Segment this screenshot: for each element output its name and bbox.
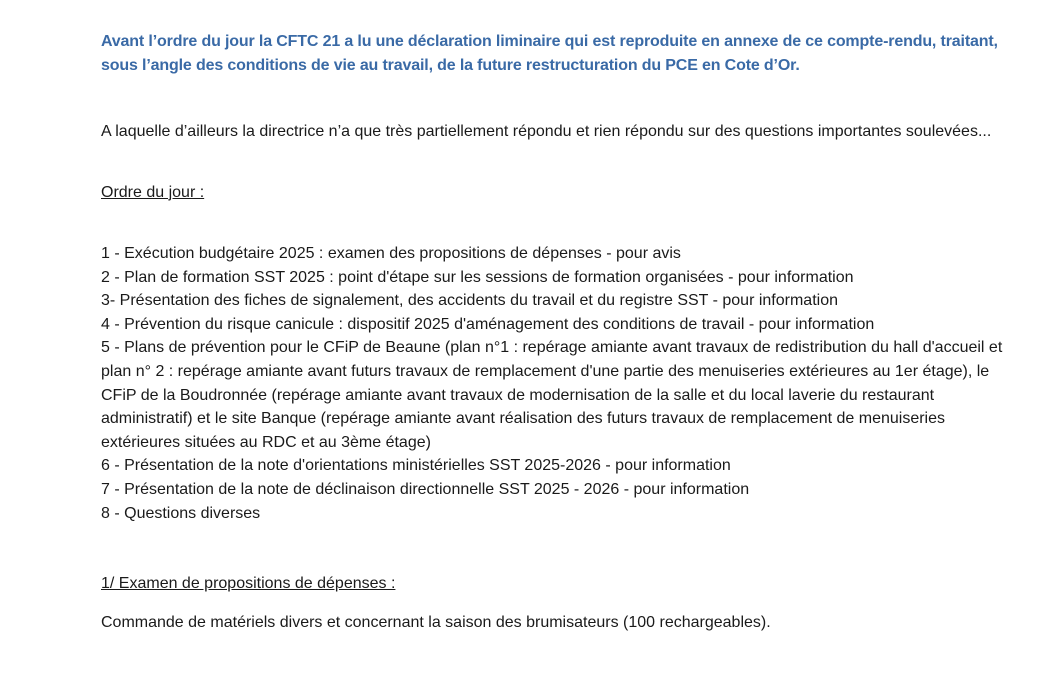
agenda-item-8: 8 - Questions diverses — [101, 504, 261, 522]
agenda-item-1: 1 - Exécution budgétaire 2025 : examen des propositions de dépenses - pour avis — [101, 245, 681, 262]
agenda-item-5: 5 - Plans de prévention pour le CFiP de Beaune (plan n°1 : repérage amiante avant travaux de redistribution du hall d'accueil et plan n° 2 : repérage amiante avant futurs travaux de remplacement d'une partie des menuiseries extérieures au 1er étage), le CFiP de la Boudronnée (repérage amiante avant travaux de modernisation de la salle et du local laverie du restaurant administratif) et le site Banque (repérage amiante avant réalisation des futurs travaux de remplacement de menuiseries extérieures situées au RDC et au 3ème étage) — [101, 339, 1003, 451]
agenda-heading: Ordre du jour : — [101, 183, 205, 201]
agenda-item-4: 4 - Prévention du risque canicule : dispositif 2025 d'aménagement des conditions de travail - pour information — [101, 315, 875, 333]
agenda-item-6: 6 - Présentation de la note d'orientations ministérielles SST 2025-2026 - pour information — [101, 457, 731, 475]
section1-heading: 1/ Examen de propositions de dépenses : — [101, 575, 396, 593]
agenda-list — [101, 242, 1021, 525]
agenda-item-2: 2 - Plan de formation SST 2025 : point d'étape sur les sessions de formation organisées - pour information — [101, 268, 854, 286]
document-page — [101, 30, 1021, 634]
intro-paragraph: Avant l’ordre du jour la CFTC 21 a lu une déclaration liminaire qui est reproduite en annexe de ce compte-rendu, traitant, sous l’angle des conditions de vie au travail, de la future restructuration du PCE en Cote d’Or. — [101, 33, 998, 74]
agenda-item-3: 3- Présentation des fiches de signalement, des accidents du travail et du registre SST - pour information — [101, 292, 838, 310]
agenda-item-7: 7 - Présentation de la note de déclinaison directionnelle SST 2025 - 2026 - pour information — [101, 480, 750, 498]
answer-note-paragraph: A laquelle d’ailleurs la directrice n’a que très partiellement répondu et rien répondu sur des questions importantes soulevées... — [101, 123, 992, 140]
section1-paragraph: Commande de matériels divers et concernant la saison des brumisateurs (100 rechargeables). — [101, 613, 771, 631]
